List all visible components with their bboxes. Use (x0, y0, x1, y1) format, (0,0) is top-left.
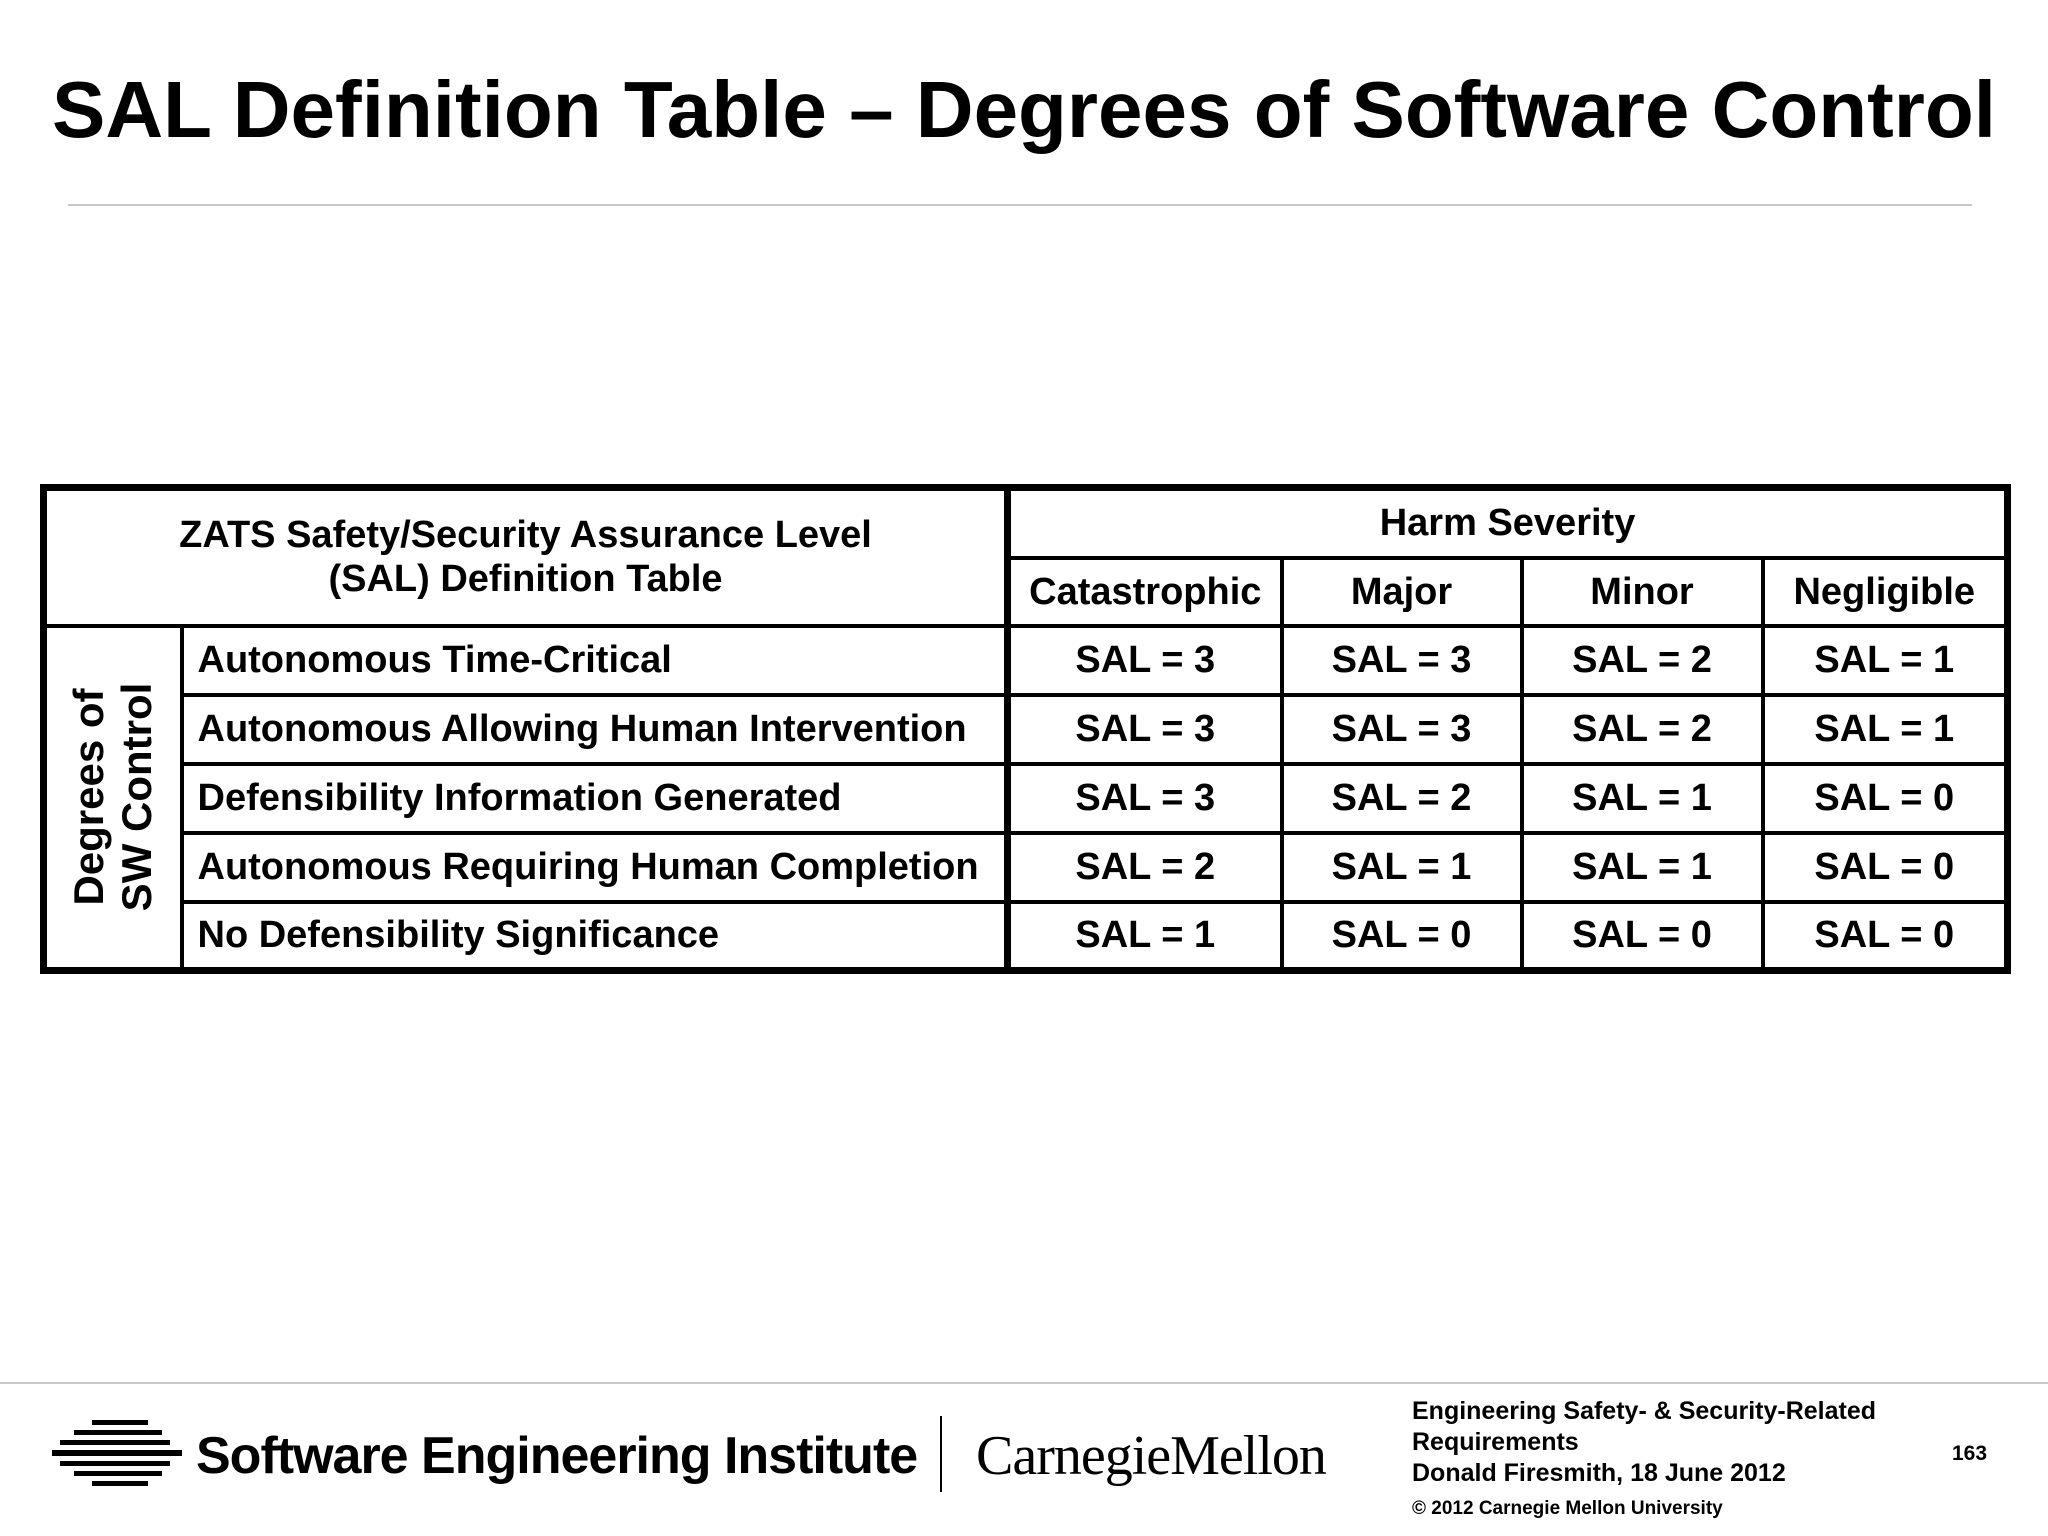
page-number: 163 (1952, 1442, 1988, 1465)
table-header-line1: ZATS Safety/Security Assurance Level (179, 514, 872, 557)
sal-cell: SAL = 3 (1282, 695, 1522, 764)
sal-cell: SAL = 1 (1763, 695, 2008, 764)
footer-divider (0, 1382, 2048, 1384)
footer-line3: Donald Firesmith, 18 June 2012 (1412, 1459, 1786, 1487)
vertical-label-line2: SW Control (113, 682, 161, 912)
table-row (44, 695, 2008, 764)
table-row (44, 626, 2008, 695)
row-label: No Defensibility Significance (182, 902, 1008, 971)
copyright-notice: © 2012 Carnegie Mellon University (1412, 1498, 1723, 1519)
vertical-label-line1: Degrees of (65, 688, 113, 906)
harm-severity-header: Harm Severity (1008, 488, 2008, 558)
sei-logo-icon (52, 1418, 182, 1492)
sei-name: Software Engineering Institute (196, 1427, 918, 1485)
sal-cell: SAL = 3 (1282, 626, 1522, 695)
sal-cell: SAL = 1 (1522, 764, 1763, 833)
sal-cell: SAL = 1 (1522, 833, 1763, 902)
sal-cell: SAL = 0 (1763, 833, 2008, 902)
row-label: Autonomous Allowing Human Intervention (182, 695, 1008, 764)
sal-definition-table (40, 484, 2011, 974)
sal-cell: SAL = 2 (1522, 695, 1763, 764)
table-row (44, 902, 2008, 971)
sal-cell: SAL = 0 (1522, 902, 1763, 971)
degrees-of-control-label (44, 626, 182, 971)
title-divider (68, 204, 1972, 206)
sal-cell: SAL = 3 (1008, 764, 1282, 833)
severity-header-catastrophic: Catastrophic (1008, 558, 1282, 626)
carnegie-mellon-logo: CarnegieMellon (976, 1425, 1326, 1487)
sal-cell: SAL = 0 (1763, 764, 2008, 833)
severity-header-minor: Minor (1522, 558, 1763, 626)
sal-cell: SAL = 2 (1522, 626, 1763, 695)
logo-divider (940, 1416, 942, 1492)
table-row (44, 764, 2008, 833)
sal-cell: SAL = 3 (1008, 626, 1282, 695)
footer-line1: Engineering Safety- & Security-Related (1412, 1397, 1877, 1425)
table-header (44, 488, 1008, 626)
sal-cell: SAL = 0 (1763, 902, 2008, 971)
footer-line2: Requirements (1412, 1428, 1579, 1456)
sal-cell: SAL = 1 (1282, 833, 1522, 902)
sal-cell: SAL = 0 (1282, 902, 1522, 971)
severity-header-major: Major (1282, 558, 1522, 626)
footer-info (1412, 1396, 1876, 1489)
sal-cell: SAL = 3 (1008, 695, 1282, 764)
row-label: Autonomous Requiring Human Completion (182, 833, 1008, 902)
sal-cell: SAL = 2 (1008, 833, 1282, 902)
slide-title: SAL Definition Table – Degrees of Software Control (52, 65, 1996, 154)
table-row (44, 833, 2008, 902)
table-header-line2: (SAL) Definition Table (328, 558, 723, 601)
severity-header-negligible: Negligible (1763, 558, 2008, 626)
sal-cell: SAL = 1 (1008, 902, 1282, 971)
sal-cell: SAL = 1 (1763, 626, 2008, 695)
row-label: Defensibility Information Generated (182, 764, 1008, 833)
sal-cell: SAL = 2 (1282, 764, 1522, 833)
row-label: Autonomous Time-Critical (182, 626, 1008, 695)
